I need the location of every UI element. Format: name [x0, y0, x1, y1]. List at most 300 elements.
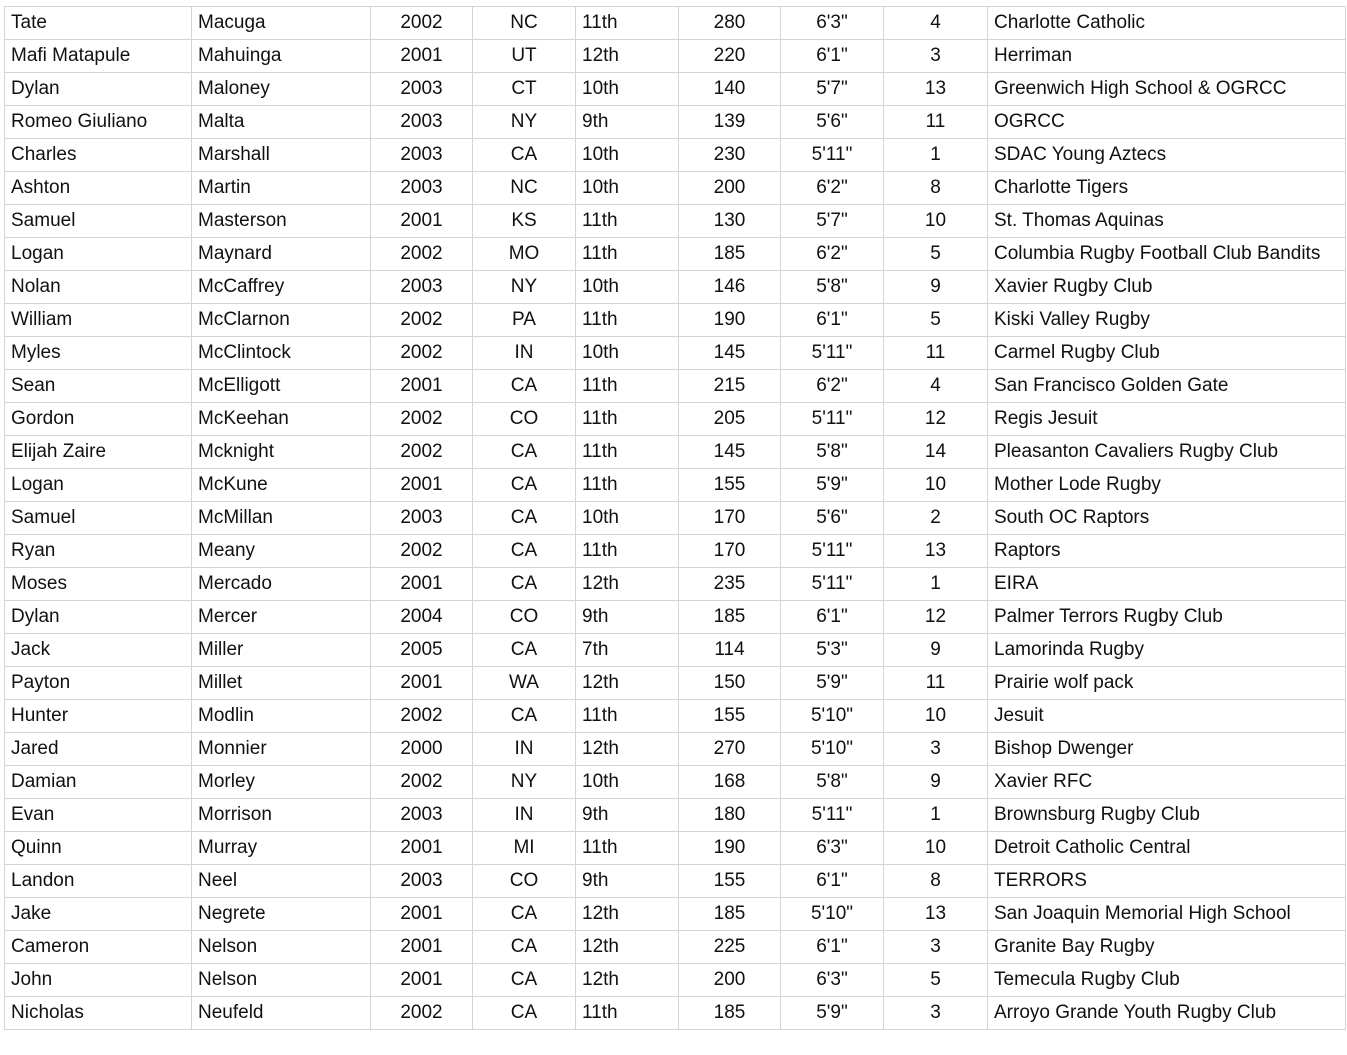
- number-cell[interactable]: 13: [884, 535, 988, 568]
- state-cell[interactable]: NY: [473, 271, 576, 304]
- birth-year-cell[interactable]: 2003: [371, 799, 473, 832]
- grade-cell[interactable]: 10th: [576, 766, 679, 799]
- club-cell[interactable]: Temecula Rugby Club: [988, 964, 1346, 997]
- height-cell[interactable]: 6'2": [781, 370, 884, 403]
- table-row: [5, 799, 1346, 832]
- birth-year-cell[interactable]: 2003: [371, 865, 473, 898]
- grade-cell[interactable]: 11th: [576, 7, 679, 40]
- number-cell[interactable]: 1: [884, 139, 988, 172]
- number-cell[interactable]: 9: [884, 271, 988, 304]
- height-cell[interactable]: 5'3": [781, 634, 884, 667]
- first-name-cell[interactable]: Damian: [5, 766, 192, 799]
- last-name-cell[interactable]: Mercado: [192, 568, 371, 601]
- table-row: [5, 139, 1346, 172]
- club-cell[interactable]: Bishop Dwenger: [988, 733, 1346, 766]
- birth-year-cell[interactable]: 2001: [371, 931, 473, 964]
- birth-year-cell[interactable]: 2002: [371, 766, 473, 799]
- club-cell[interactable]: Prairie wolf pack: [988, 667, 1346, 700]
- state-cell[interactable]: NC: [473, 172, 576, 205]
- state-cell[interactable]: CO: [473, 601, 576, 634]
- club-cell[interactable]: Kiski Valley Rugby: [988, 304, 1346, 337]
- birth-year-cell[interactable]: 2002: [371, 337, 473, 370]
- grade-cell[interactable]: 11th: [576, 205, 679, 238]
- birth-year-cell[interactable]: 2000: [371, 733, 473, 766]
- last-name-cell[interactable]: Meany: [192, 535, 371, 568]
- number-cell[interactable]: 3: [884, 40, 988, 73]
- number-cell[interactable]: 3: [884, 733, 988, 766]
- height-cell[interactable]: 5'11": [781, 337, 884, 370]
- state-cell[interactable]: CA: [473, 568, 576, 601]
- weight-cell[interactable]: 168: [679, 766, 781, 799]
- last-name-cell[interactable]: Neel: [192, 865, 371, 898]
- table-row: [5, 700, 1346, 733]
- club-cell[interactable]: Charlotte Catholic: [988, 7, 1346, 40]
- grade-cell[interactable]: 9th: [576, 865, 679, 898]
- state-cell[interactable]: CA: [473, 634, 576, 667]
- roster-table-body: [5, 7, 1346, 1030]
- last-name-cell[interactable]: Maloney: [192, 73, 371, 106]
- weight-cell[interactable]: 180: [679, 799, 781, 832]
- state-cell[interactable]: CA: [473, 964, 576, 997]
- weight-cell[interactable]: 150: [679, 667, 781, 700]
- first-name-cell[interactable]: Nicholas: [5, 997, 192, 1030]
- first-name-cell[interactable]: Jack: [5, 634, 192, 667]
- birth-year-cell[interactable]: 2001: [371, 898, 473, 931]
- height-cell[interactable]: 5'9": [781, 667, 884, 700]
- first-name-cell[interactable]: Cameron: [5, 931, 192, 964]
- birth-year-cell[interactable]: 2005: [371, 634, 473, 667]
- birth-year-cell[interactable]: 2001: [371, 370, 473, 403]
- first-name-cell[interactable]: Hunter: [5, 700, 192, 733]
- club-cell[interactable]: Columbia Rugby Football Club Bandits: [988, 238, 1346, 271]
- number-cell[interactable]: 3: [884, 931, 988, 964]
- number-cell[interactable]: 5: [884, 304, 988, 337]
- state-cell[interactable]: MI: [473, 832, 576, 865]
- club-cell[interactable]: SDAC Young Aztecs: [988, 139, 1346, 172]
- weight-cell[interactable]: 230: [679, 139, 781, 172]
- state-cell[interactable]: NC: [473, 7, 576, 40]
- weight-cell[interactable]: 185: [679, 238, 781, 271]
- birth-year-cell[interactable]: 2003: [371, 271, 473, 304]
- height-cell[interactable]: 5'8": [781, 271, 884, 304]
- birth-year-cell[interactable]: 2003: [371, 106, 473, 139]
- club-cell[interactable]: EIRA: [988, 568, 1346, 601]
- grade-cell[interactable]: 7th: [576, 634, 679, 667]
- birth-year-cell[interactable]: 2001: [371, 964, 473, 997]
- number-cell[interactable]: 4: [884, 7, 988, 40]
- state-cell[interactable]: NY: [473, 766, 576, 799]
- state-cell[interactable]: KS: [473, 205, 576, 238]
- weight-cell[interactable]: 185: [679, 601, 781, 634]
- table-row: [5, 964, 1346, 997]
- state-cell[interactable]: CT: [473, 73, 576, 106]
- birth-year-cell[interactable]: 2002: [371, 403, 473, 436]
- first-name-cell[interactable]: Jared: [5, 733, 192, 766]
- birth-year-cell[interactable]: 2003: [371, 73, 473, 106]
- last-name-cell[interactable]: Nelson: [192, 964, 371, 997]
- grade-cell[interactable]: 10th: [576, 337, 679, 370]
- club-cell[interactable]: Herriman: [988, 40, 1346, 73]
- grade-cell[interactable]: 11th: [576, 304, 679, 337]
- table-row: [5, 337, 1346, 370]
- weight-cell[interactable]: 145: [679, 337, 781, 370]
- weight-cell[interactable]: 145: [679, 436, 781, 469]
- first-name-cell[interactable]: Elijah Zaire: [5, 436, 192, 469]
- height-cell[interactable]: 5'11": [781, 403, 884, 436]
- weight-cell[interactable]: 200: [679, 172, 781, 205]
- first-name-cell[interactable]: Logan: [5, 238, 192, 271]
- club-cell[interactable]: South OC Raptors: [988, 502, 1346, 535]
- first-name-cell[interactable]: Charles: [5, 139, 192, 172]
- grade-cell[interactable]: 12th: [576, 733, 679, 766]
- grade-cell[interactable]: 11th: [576, 535, 679, 568]
- height-cell[interactable]: 6'1": [781, 931, 884, 964]
- height-cell[interactable]: 5'9": [781, 469, 884, 502]
- height-cell[interactable]: 5'8": [781, 766, 884, 799]
- club-cell[interactable]: Xavier RFC: [988, 766, 1346, 799]
- last-name-cell[interactable]: Martin: [192, 172, 371, 205]
- birth-year-cell[interactable]: 2003: [371, 172, 473, 205]
- last-name-cell[interactable]: Murray: [192, 832, 371, 865]
- club-cell[interactable]: San Joaquin Memorial High School: [988, 898, 1346, 931]
- state-cell[interactable]: CO: [473, 403, 576, 436]
- grade-cell[interactable]: 12th: [576, 964, 679, 997]
- state-cell[interactable]: CA: [473, 931, 576, 964]
- number-cell[interactable]: 5: [884, 238, 988, 271]
- state-cell[interactable]: IN: [473, 799, 576, 832]
- last-name-cell[interactable]: McKune: [192, 469, 371, 502]
- height-cell[interactable]: 5'7": [781, 73, 884, 106]
- first-name-cell[interactable]: Myles: [5, 337, 192, 370]
- weight-cell[interactable]: 205: [679, 403, 781, 436]
- height-cell[interactable]: 5'11": [781, 139, 884, 172]
- birth-year-cell[interactable]: 2001: [371, 667, 473, 700]
- birth-year-cell[interactable]: 2002: [371, 997, 473, 1030]
- grade-cell[interactable]: 12th: [576, 568, 679, 601]
- last-name-cell[interactable]: McElligott: [192, 370, 371, 403]
- state-cell[interactable]: CA: [473, 997, 576, 1030]
- weight-cell[interactable]: 235: [679, 568, 781, 601]
- height-cell[interactable]: 5'11": [781, 568, 884, 601]
- height-cell[interactable]: 6'2": [781, 238, 884, 271]
- weight-cell[interactable]: 114: [679, 634, 781, 667]
- weight-cell[interactable]: 280: [679, 7, 781, 40]
- number-cell[interactable]: 12: [884, 403, 988, 436]
- grade-cell[interactable]: 12th: [576, 898, 679, 931]
- state-cell[interactable]: NY: [473, 106, 576, 139]
- table-row: [5, 370, 1346, 403]
- table-row: [5, 7, 1346, 40]
- last-name-cell[interactable]: McClarnon: [192, 304, 371, 337]
- club-cell[interactable]: Charlotte Tigers: [988, 172, 1346, 205]
- club-cell[interactable]: Mother Lode Rugby: [988, 469, 1346, 502]
- first-name-cell[interactable]: Evan: [5, 799, 192, 832]
- height-cell[interactable]: 5'10": [781, 700, 884, 733]
- last-name-cell[interactable]: Monnier: [192, 733, 371, 766]
- first-name-cell[interactable]: Quinn: [5, 832, 192, 865]
- table-row: [5, 403, 1346, 436]
- birth-year-cell[interactable]: 2002: [371, 700, 473, 733]
- grade-cell[interactable]: 11th: [576, 997, 679, 1030]
- table-row: [5, 502, 1346, 535]
- state-cell[interactable]: MO: [473, 238, 576, 271]
- club-cell[interactable]: Detroit Catholic Central: [988, 832, 1346, 865]
- club-cell[interactable]: Granite Bay Rugby: [988, 931, 1346, 964]
- height-cell[interactable]: 6'3": [781, 7, 884, 40]
- birth-year-cell[interactable]: 2002: [371, 436, 473, 469]
- grade-cell[interactable]: 11th: [576, 238, 679, 271]
- birth-year-cell[interactable]: 2001: [371, 205, 473, 238]
- weight-cell[interactable]: 170: [679, 535, 781, 568]
- number-cell[interactable]: 2: [884, 502, 988, 535]
- first-name-cell[interactable]: Moses: [5, 568, 192, 601]
- weight-cell[interactable]: 190: [679, 832, 781, 865]
- grade-cell[interactable]: 11th: [576, 370, 679, 403]
- first-name-cell[interactable]: Dylan: [5, 601, 192, 634]
- number-cell[interactable]: 10: [884, 832, 988, 865]
- weight-cell[interactable]: 225: [679, 931, 781, 964]
- table-row: [5, 568, 1346, 601]
- last-name-cell[interactable]: Morley: [192, 766, 371, 799]
- height-cell[interactable]: 5'7": [781, 205, 884, 238]
- club-cell[interactable]: TERRORS: [988, 865, 1346, 898]
- weight-cell[interactable]: 170: [679, 502, 781, 535]
- number-cell[interactable]: 8: [884, 172, 988, 205]
- last-name-cell[interactable]: Maynard: [192, 238, 371, 271]
- height-cell[interactable]: 5'10": [781, 898, 884, 931]
- state-cell[interactable]: CA: [473, 370, 576, 403]
- club-cell[interactable]: San Francisco Golden Gate: [988, 370, 1346, 403]
- club-cell[interactable]: Arroyo Grande Youth Rugby Club: [988, 997, 1346, 1030]
- last-name-cell[interactable]: McMillan: [192, 502, 371, 535]
- state-cell[interactable]: CA: [473, 139, 576, 172]
- club-cell[interactable]: Raptors: [988, 535, 1346, 568]
- grade-cell[interactable]: 11th: [576, 700, 679, 733]
- birth-year-cell[interactable]: 2003: [371, 502, 473, 535]
- last-name-cell[interactable]: Morrison: [192, 799, 371, 832]
- weight-cell[interactable]: 200: [679, 964, 781, 997]
- first-name-cell[interactable]: Logan: [5, 469, 192, 502]
- last-name-cell[interactable]: Miller: [192, 634, 371, 667]
- height-cell[interactable]: 6'3": [781, 832, 884, 865]
- weight-cell[interactable]: 220: [679, 40, 781, 73]
- weight-cell[interactable]: 155: [679, 469, 781, 502]
- club-cell[interactable]: Greenwich High School & OGRCC: [988, 73, 1346, 106]
- club-cell[interactable]: OGRCC: [988, 106, 1346, 139]
- grade-cell[interactable]: 12th: [576, 40, 679, 73]
- club-cell[interactable]: Pleasanton Cavaliers Rugby Club: [988, 436, 1346, 469]
- state-cell[interactable]: CA: [473, 469, 576, 502]
- grade-cell[interactable]: 10th: [576, 172, 679, 205]
- height-cell[interactable]: 6'1": [781, 865, 884, 898]
- height-cell[interactable]: 5'11": [781, 799, 884, 832]
- height-cell[interactable]: 5'11": [781, 535, 884, 568]
- grade-cell[interactable]: 9th: [576, 106, 679, 139]
- height-cell[interactable]: 6'1": [781, 304, 884, 337]
- grade-cell[interactable]: 11th: [576, 832, 679, 865]
- state-cell[interactable]: IN: [473, 337, 576, 370]
- weight-cell[interactable]: 155: [679, 700, 781, 733]
- first-name-cell[interactable]: Tate: [5, 7, 192, 40]
- first-name-cell[interactable]: Romeo Giuliano: [5, 106, 192, 139]
- number-cell[interactable]: 8: [884, 865, 988, 898]
- grade-cell[interactable]: 12th: [576, 931, 679, 964]
- last-name-cell[interactable]: McClintock: [192, 337, 371, 370]
- club-cell[interactable]: Lamorinda Rugby: [988, 634, 1346, 667]
- first-name-cell[interactable]: William: [5, 304, 192, 337]
- state-cell[interactable]: PA: [473, 304, 576, 337]
- state-cell[interactable]: CA: [473, 502, 576, 535]
- height-cell[interactable]: 6'2": [781, 172, 884, 205]
- height-cell[interactable]: 6'1": [781, 40, 884, 73]
- grade-cell[interactable]: 11th: [576, 436, 679, 469]
- weight-cell[interactable]: 155: [679, 865, 781, 898]
- first-name-cell[interactable]: Landon: [5, 865, 192, 898]
- number-cell[interactable]: 10: [884, 205, 988, 238]
- weight-cell[interactable]: 146: [679, 271, 781, 304]
- first-name-cell[interactable]: Nolan: [5, 271, 192, 304]
- birth-year-cell[interactable]: 2002: [371, 238, 473, 271]
- number-cell[interactable]: 11: [884, 106, 988, 139]
- number-cell[interactable]: 10: [884, 469, 988, 502]
- first-name-cell[interactable]: Jake: [5, 898, 192, 931]
- last-name-cell[interactable]: Masterson: [192, 205, 371, 238]
- last-name-cell[interactable]: Modlin: [192, 700, 371, 733]
- weight-cell[interactable]: 185: [679, 997, 781, 1030]
- last-name-cell[interactable]: Negrete: [192, 898, 371, 931]
- last-name-cell[interactable]: Mercer: [192, 601, 371, 634]
- birth-year-cell[interactable]: 2001: [371, 832, 473, 865]
- number-cell[interactable]: 9: [884, 766, 988, 799]
- state-cell[interactable]: CA: [473, 436, 576, 469]
- grade-cell[interactable]: 9th: [576, 601, 679, 634]
- grade-cell[interactable]: 11th: [576, 403, 679, 436]
- height-cell[interactable]: 5'10": [781, 733, 884, 766]
- first-name-cell[interactable]: Dylan: [5, 73, 192, 106]
- birth-year-cell[interactable]: 2004: [371, 601, 473, 634]
- first-name-cell[interactable]: Samuel: [5, 205, 192, 238]
- last-name-cell[interactable]: Neufeld: [192, 997, 371, 1030]
- state-cell[interactable]: CO: [473, 865, 576, 898]
- first-name-cell[interactable]: Gordon: [5, 403, 192, 436]
- grade-cell[interactable]: 11th: [576, 469, 679, 502]
- table-row: [5, 667, 1346, 700]
- weight-cell[interactable]: 270: [679, 733, 781, 766]
- state-cell[interactable]: WA: [473, 667, 576, 700]
- club-cell[interactable]: Brownsburg Rugby Club: [988, 799, 1346, 832]
- weight-cell[interactable]: 215: [679, 370, 781, 403]
- state-cell[interactable]: CA: [473, 535, 576, 568]
- weight-cell[interactable]: 139: [679, 106, 781, 139]
- birth-year-cell[interactable]: 2002: [371, 304, 473, 337]
- height-cell[interactable]: 5'9": [781, 997, 884, 1030]
- first-name-cell[interactable]: Ashton: [5, 172, 192, 205]
- club-cell[interactable]: Carmel Rugby Club: [988, 337, 1346, 370]
- number-cell[interactable]: 13: [884, 898, 988, 931]
- table-row: [5, 766, 1346, 799]
- number-cell[interactable]: 9: [884, 634, 988, 667]
- table-row: [5, 172, 1346, 205]
- state-cell[interactable]: CA: [473, 898, 576, 931]
- state-cell[interactable]: UT: [473, 40, 576, 73]
- birth-year-cell[interactable]: 2003: [371, 139, 473, 172]
- number-cell[interactable]: 3: [884, 997, 988, 1030]
- club-cell[interactable]: St. Thomas Aquinas: [988, 205, 1346, 238]
- grade-cell[interactable]: 9th: [576, 799, 679, 832]
- grade-cell[interactable]: 12th: [576, 667, 679, 700]
- height-cell[interactable]: 5'8": [781, 436, 884, 469]
- table-row: [5, 73, 1346, 106]
- last-name-cell[interactable]: Mcknight: [192, 436, 371, 469]
- height-cell[interactable]: 6'1": [781, 601, 884, 634]
- number-cell[interactable]: 11: [884, 337, 988, 370]
- birth-year-cell[interactable]: 2002: [371, 7, 473, 40]
- last-name-cell[interactable]: McCaffrey: [192, 271, 371, 304]
- table-row: [5, 304, 1346, 337]
- number-cell[interactable]: 1: [884, 799, 988, 832]
- first-name-cell[interactable]: Payton: [5, 667, 192, 700]
- weight-cell[interactable]: 140: [679, 73, 781, 106]
- height-cell[interactable]: 5'6": [781, 502, 884, 535]
- birth-year-cell[interactable]: 2001: [371, 40, 473, 73]
- club-cell[interactable]: Xavier Rugby Club: [988, 271, 1346, 304]
- first-name-cell[interactable]: John: [5, 964, 192, 997]
- last-name-cell[interactable]: Mahuinga: [192, 40, 371, 73]
- number-cell[interactable]: 14: [884, 436, 988, 469]
- last-name-cell[interactable]: Marshall: [192, 139, 371, 172]
- number-cell[interactable]: 4: [884, 370, 988, 403]
- club-cell[interactable]: Jesuit: [988, 700, 1346, 733]
- last-name-cell[interactable]: Macuga: [192, 7, 371, 40]
- first-name-cell[interactable]: Sean: [5, 370, 192, 403]
- first-name-cell[interactable]: Ryan: [5, 535, 192, 568]
- weight-cell[interactable]: 190: [679, 304, 781, 337]
- table-row: [5, 733, 1346, 766]
- birth-year-cell[interactable]: 2002: [371, 535, 473, 568]
- grade-cell[interactable]: 10th: [576, 502, 679, 535]
- birth-year-cell[interactable]: 2001: [371, 469, 473, 502]
- state-cell[interactable]: CA: [473, 700, 576, 733]
- number-cell[interactable]: 11: [884, 667, 988, 700]
- first-name-cell[interactable]: Samuel: [5, 502, 192, 535]
- table-row: [5, 40, 1346, 73]
- number-cell[interactable]: 5: [884, 964, 988, 997]
- club-cell[interactable]: Regis Jesuit: [988, 403, 1346, 436]
- grade-cell[interactable]: 10th: [576, 139, 679, 172]
- first-name-cell[interactable]: Mafi Matapule: [5, 40, 192, 73]
- height-cell[interactable]: 5'6": [781, 106, 884, 139]
- weight-cell[interactable]: 185: [679, 898, 781, 931]
- number-cell[interactable]: 12: [884, 601, 988, 634]
- number-cell[interactable]: 13: [884, 73, 988, 106]
- weight-cell[interactable]: 130: [679, 205, 781, 238]
- last-name-cell[interactable]: Malta: [192, 106, 371, 139]
- table-row: [5, 535, 1346, 568]
- last-name-cell[interactable]: Millet: [192, 667, 371, 700]
- number-cell[interactable]: 1: [884, 568, 988, 601]
- number-cell[interactable]: 10: [884, 700, 988, 733]
- state-cell[interactable]: IN: [473, 733, 576, 766]
- table-row: [5, 865, 1346, 898]
- last-name-cell[interactable]: Nelson: [192, 931, 371, 964]
- height-cell[interactable]: 6'3": [781, 964, 884, 997]
- birth-year-cell[interactable]: 2001: [371, 568, 473, 601]
- table-row: [5, 931, 1346, 964]
- grade-cell[interactable]: 10th: [576, 73, 679, 106]
- last-name-cell[interactable]: McKeehan: [192, 403, 371, 436]
- club-cell[interactable]: Palmer Terrors Rugby Club: [988, 601, 1346, 634]
- grade-cell[interactable]: 10th: [576, 271, 679, 304]
